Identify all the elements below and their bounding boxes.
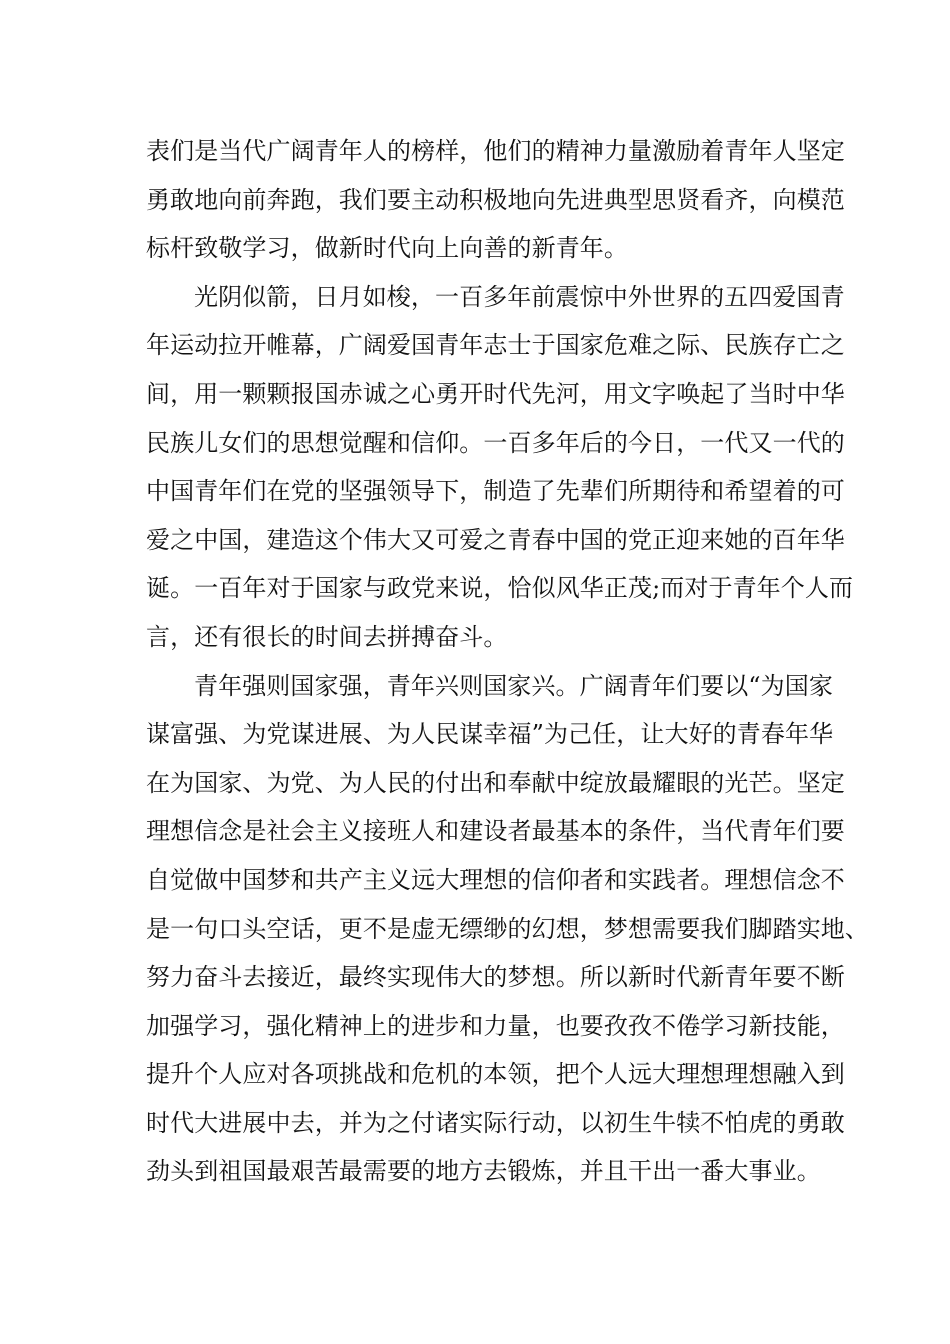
text-line: 中国青年们在党的坚强领导下，制造了先辈们所期待和希望着的可: [146, 477, 845, 506]
text-line: 光阴似箭，日月如梭，一百多年前震惊中外世界的五四爱国青: [194, 282, 845, 311]
text-line: 年运动拉开帷幕，广阔爱国青年志士于国家危难之际、民族存亡之: [146, 331, 845, 360]
text-line: 言，还有很长的时间去拼搏奋斗。: [146, 622, 508, 651]
text-line: 努力奋斗去接近，最终实现伟大的梦想。所以新时代新青年要不断: [146, 963, 845, 992]
text-line: 理想信念是社会主义接班人和建设者最基本的条件，当代青年们要: [146, 817, 845, 846]
text-line: 标杆致敬学习，做新时代向上向善的新青年。: [146, 234, 628, 263]
text-line: 提升个人应对各项挑战和危机的本领，把个人远大理想理想融入到: [146, 1060, 845, 1089]
paragraph-1: [146, 127, 845, 273]
text-line: 爱之中国，建造这个伟大又可爱之青春中国的党正迎来她的百年华: [146, 525, 845, 554]
text-line: 劲头到祖国最艰苦最需要的地方去锻炼，并且干出一番大事业。: [146, 1157, 821, 1186]
text-line: 谋富强、为党谋进展、为人民谋幸福”为己任，让大好的青春年华: [146, 720, 834, 749]
text-line: 自觉做中国梦和共产主义远大理想的信仰者和实践者。理想信念不: [146, 865, 845, 894]
text-line: 间，用一颗颗报国赤诚之心勇开时代先河，用文字唤起了当时中华: [146, 379, 845, 408]
text-line: 加强学习，强化精神上的进步和力量，也要孜孜不倦学习新技能，: [146, 1011, 845, 1040]
body-text: [146, 127, 869, 1196]
text-line: 时代大进展中去，并为之付诸实际行动，以初生牛犊不怕虎的勇敢: [146, 1108, 845, 1137]
text-line: 青年强则国家强，青年兴则国家兴。广阔青年们要以“为国家: [194, 671, 833, 700]
text-line: 在为国家、为党、为人民的付出和奉献中绽放最耀眼的光芒。坚定: [146, 768, 845, 797]
paragraph-2: [146, 273, 854, 662]
text-line: 表们是当代广阔青年人的榜样，他们的精神力量激励着青年人坚定: [146, 137, 845, 165]
text-line: 诞。一百年对于国家与政党来说，恰似风华正茂;而对于青年个人而: [146, 574, 854, 603]
text-line: 是一句口头空话，更不是虚无缥缈的幻想，梦想需要我们脚踏实地、: [146, 914, 869, 943]
text-line: 勇敢地向前奔跑，我们要主动积极地向先进典型思贤看齐，向模范: [146, 185, 845, 214]
text-line: 民族儿女们的思想觉醒和信仰。一百多年后的今日，一代又一代的: [146, 428, 845, 457]
paragraph-3: [146, 662, 869, 1197]
